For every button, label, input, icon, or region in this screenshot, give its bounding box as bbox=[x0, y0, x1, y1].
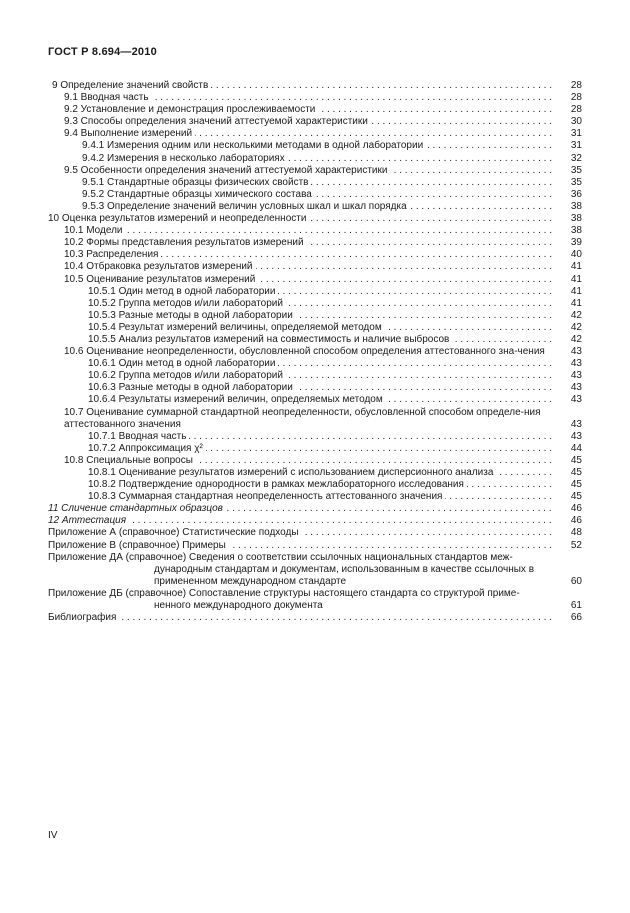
toc-entry-page: 36 bbox=[554, 189, 582, 201]
page-header bbox=[48, 46, 157, 58]
toc-entry-title bbox=[52, 80, 582, 92]
toc-entry-page: 38 bbox=[554, 225, 582, 237]
toc-entry-title bbox=[82, 140, 582, 152]
toc-entry-text: 10.5 Оценивание результатов измерений bbox=[64, 274, 258, 285]
toc-entry[interactable] bbox=[48, 80, 582, 92]
toc-entry-page: 43 bbox=[554, 370, 582, 382]
toc-entry-title bbox=[88, 382, 582, 394]
toc-entry-text: 10.8.3 Суммарная стандартная неопределенность аттестованного значения bbox=[88, 491, 445, 502]
toc-entry-page: 38 bbox=[554, 201, 582, 213]
toc-entry-text: 12 Аттестация bbox=[48, 515, 129, 526]
toc-entry[interactable] bbox=[48, 177, 582, 189]
toc-entry[interactable] bbox=[48, 128, 582, 140]
toc-entry[interactable] bbox=[48, 201, 582, 213]
toc-entry-title bbox=[88, 443, 582, 455]
toc-entry[interactable] bbox=[48, 370, 582, 382]
toc-entry-title bbox=[82, 153, 582, 165]
toc-entry[interactable] bbox=[48, 346, 582, 358]
toc-entry-page: 61 bbox=[554, 600, 582, 612]
toc-entry[interactable] bbox=[48, 515, 582, 527]
toc-entry[interactable] bbox=[48, 274, 582, 286]
toc-entry-page: 35 bbox=[554, 177, 582, 189]
toc-entry-title bbox=[64, 249, 582, 261]
toc-entry-text: 10.1 Модели bbox=[64, 225, 126, 236]
toc-entry[interactable] bbox=[48, 479, 582, 491]
toc-entry-page: 42 bbox=[554, 310, 582, 322]
page-number: IV bbox=[48, 830, 58, 841]
toc-entry-title bbox=[88, 467, 582, 479]
toc-entry-title bbox=[64, 455, 582, 467]
toc-entry-text: Приложение ДА (справочное) Сведения о соответствии ссылочных национальных стандартов меж-дународным стандартам и документам, использованным в качестве ссылочных в примененном международном стандарте bbox=[48, 551, 535, 587]
toc-entry-title bbox=[48, 515, 582, 527]
toc-entry-text: 10.5.2 Группа методов и/или лабораторий bbox=[88, 298, 286, 309]
toc-entry-page: 38 bbox=[554, 213, 582, 225]
toc-entry[interactable] bbox=[48, 189, 582, 201]
toc-entry-title bbox=[88, 479, 582, 491]
toc-entry-page: 31 bbox=[554, 140, 582, 152]
toc-entry-page: 48 bbox=[554, 527, 582, 539]
toc-entry-page: 32 bbox=[554, 153, 582, 165]
page-footer bbox=[48, 830, 57, 841]
toc-entry[interactable] bbox=[48, 540, 582, 552]
toc-entry-title bbox=[64, 346, 582, 358]
toc-entry-page: 31 bbox=[554, 128, 582, 140]
toc-entry-page: 41 bbox=[554, 274, 582, 286]
toc-entry-title bbox=[64, 407, 582, 431]
toc-entry-text: 9.5.1 Стандартные образцы физических свойств bbox=[82, 177, 311, 188]
toc-entry[interactable] bbox=[48, 443, 582, 455]
toc-entry[interactable] bbox=[48, 237, 582, 249]
toc-entry-text: 9.1 Вводная часть bbox=[64, 92, 152, 103]
toc-entry[interactable] bbox=[48, 394, 582, 406]
toc-entry-text: 10.6.3 Разные методы в одной лаборатории bbox=[88, 382, 296, 393]
toc-entry[interactable] bbox=[48, 322, 582, 334]
toc-entry-title bbox=[88, 491, 582, 503]
toc-entry-title bbox=[64, 128, 582, 140]
toc-entry-title bbox=[64, 225, 582, 237]
toc-entry[interactable] bbox=[48, 165, 582, 177]
toc-entry-page: 44 bbox=[554, 443, 582, 455]
toc-entry-title bbox=[48, 527, 582, 539]
toc-entry-page: 35 bbox=[554, 165, 582, 177]
toc-entry-text: 10.2 Формы представления результатов измерений bbox=[64, 237, 307, 248]
toc-entry[interactable] bbox=[48, 92, 582, 104]
toc-entry-page: 28 bbox=[554, 92, 582, 104]
document-code: ГОСТ Р 8.694—2010 bbox=[48, 46, 157, 58]
toc-entry-text: 9.4.2 Измерения в несколько лабораториях bbox=[82, 153, 288, 164]
toc-entry[interactable] bbox=[48, 225, 582, 237]
toc-entry[interactable] bbox=[48, 298, 582, 310]
toc-entry-text: 10 Оценка результатов измерений и неопределенности bbox=[48, 213, 309, 224]
toc-entry-page: 28 bbox=[554, 104, 582, 116]
toc-entry-title bbox=[48, 540, 582, 552]
toc-entry-title bbox=[82, 189, 582, 201]
toc-entry-page: 52 bbox=[554, 540, 582, 552]
toc-entry-text: 10.6.1 Один метод в одной лаборатории bbox=[88, 358, 278, 369]
toc-entry-title bbox=[88, 394, 582, 406]
toc-entry-title bbox=[88, 358, 582, 370]
toc-entry-title bbox=[88, 322, 582, 334]
toc-entry-text: 10.5.3 Разные методы в одной лаборатории bbox=[88, 310, 296, 321]
toc-entry[interactable] bbox=[48, 552, 582, 588]
toc-entry-title bbox=[64, 92, 582, 104]
toc-entry-title bbox=[82, 201, 582, 213]
toc-entry[interactable] bbox=[48, 455, 582, 467]
toc-entry-text: 10.8.1 Оценивание результатов измерений с использованием дисперсионного анализа bbox=[88, 467, 496, 478]
toc-entry[interactable] bbox=[48, 116, 582, 128]
toc-entry-page: 41 bbox=[554, 298, 582, 310]
toc-entry-page: 45 bbox=[554, 491, 582, 503]
toc-entry-title bbox=[64, 261, 582, 273]
toc-entry-page: 45 bbox=[554, 479, 582, 491]
toc-entry-text: 10.6.2 Группа методов и/или лабораторий bbox=[88, 370, 286, 381]
toc-entry-page: 66 bbox=[554, 612, 582, 624]
toc-entry-title bbox=[88, 370, 582, 382]
toc-entry[interactable] bbox=[48, 310, 582, 322]
toc-entry[interactable] bbox=[48, 140, 582, 152]
table-of-contents bbox=[48, 80, 582, 624]
toc-entry-title bbox=[64, 165, 582, 177]
toc-entry[interactable] bbox=[48, 612, 582, 624]
toc-entry-page: 46 bbox=[554, 515, 582, 527]
toc-entry[interactable] bbox=[48, 588, 582, 612]
toc-entry[interactable] bbox=[48, 431, 582, 443]
toc-entry[interactable] bbox=[48, 407, 582, 431]
toc-entry-text: Приложение А (справочное) Статистические подходы bbox=[48, 527, 302, 538]
toc-entry[interactable] bbox=[48, 467, 582, 479]
toc-entry-text: 9.5.2 Стандартные образцы химического состава bbox=[82, 189, 315, 200]
toc-entry-text: 9.3 Способы определения значений аттестуемой характеристики bbox=[64, 116, 371, 127]
toc-entry[interactable] bbox=[48, 261, 582, 273]
toc-entry-title bbox=[48, 503, 582, 515]
toc-entry-title bbox=[64, 104, 582, 116]
toc-entry-title bbox=[88, 334, 582, 346]
toc-entry[interactable] bbox=[48, 527, 582, 539]
toc-entry-page: 43 bbox=[554, 431, 582, 443]
toc-entry-page: 43 bbox=[554, 346, 582, 358]
toc-entry[interactable] bbox=[48, 249, 582, 261]
toc-entry-text: 10.5.1 Один метод в одной лаборатории bbox=[88, 286, 278, 297]
toc-entry-text: 10.7.1 Вводная часть bbox=[88, 431, 189, 442]
toc-entry-title bbox=[48, 551, 582, 588]
toc-entry-title bbox=[64, 274, 582, 286]
toc-entry-title bbox=[82, 177, 582, 189]
toc-entry-text: 10.6.4 Результаты измерений величин, определяемых методом bbox=[88, 394, 386, 405]
toc-entry-text: 10.6 Оценивание неопределенности, обусловленной способом определения аттестованного зна-чения bbox=[64, 346, 545, 358]
toc-entry-page: 39 bbox=[554, 237, 582, 249]
toc-entry-text: 9 Определение значений свойств bbox=[52, 80, 211, 91]
toc-entry-text: 10.7.2 Аппроксимация χ² bbox=[88, 443, 206, 454]
toc-entry-page: 43 bbox=[554, 419, 582, 431]
toc-entry[interactable] bbox=[48, 358, 582, 370]
toc-entry-text: 11 Сличение стандартных образцов bbox=[48, 503, 226, 514]
toc-entry-page: 43 bbox=[554, 394, 582, 406]
toc-entry-page: 42 bbox=[554, 322, 582, 334]
toc-entry-page: 30 bbox=[554, 116, 582, 128]
toc-entry-page: 45 bbox=[554, 455, 582, 467]
toc-entry-page: 42 bbox=[554, 334, 582, 346]
toc-entry-page: 46 bbox=[554, 503, 582, 515]
toc-entry-page: 43 bbox=[554, 382, 582, 394]
toc-entry[interactable] bbox=[48, 503, 582, 515]
toc-entry-text: 10.4 Отбраковка результатов измерений bbox=[64, 261, 256, 272]
toc-entry-text: Библиография bbox=[48, 612, 119, 623]
toc-entry-page: 43 bbox=[554, 358, 582, 370]
toc-entry-text: 10.8 Специальные вопросы bbox=[64, 455, 196, 466]
toc-entry-text: 10.5.4 Результат измерений величины, определяемой методом bbox=[88, 322, 385, 333]
toc-entry[interactable] bbox=[48, 213, 582, 225]
toc-entry-text: 10.8.2 Подтверждение однородности в рамках межлабораторного исследования bbox=[88, 479, 467, 490]
toc-entry-text: 10.7 Оценивание суммарной стандартной неопределенности, обусловленной способом определе-ния аттестованного значения bbox=[64, 406, 541, 430]
toc-entry-text: Приложение ДБ (справочное) Сопоставление структуры настоящего стандарта со структурой приме-ненного международного документа bbox=[48, 587, 520, 612]
toc-entry-title bbox=[88, 431, 582, 443]
toc-entry[interactable] bbox=[48, 153, 582, 165]
toc-entry-text: 9.5 Особенности определения значений аттестуемой характеристики bbox=[64, 165, 390, 176]
toc-entry[interactable] bbox=[48, 382, 582, 394]
toc-entry-page: 45 bbox=[554, 467, 582, 479]
toc-entry-title bbox=[64, 116, 582, 128]
toc-entry-title bbox=[48, 587, 582, 612]
toc-entry-text: Приложение В (справочное) Примеры bbox=[48, 540, 229, 551]
toc-entry-title bbox=[48, 213, 582, 225]
toc-entry-title bbox=[88, 286, 582, 298]
toc-entry-page: 28 bbox=[554, 80, 582, 92]
toc-entry-page: 40 bbox=[554, 249, 582, 261]
toc-entry-page: 60 bbox=[554, 576, 582, 588]
toc-entry-title bbox=[88, 298, 582, 310]
toc-entry-text: 9.5.3 Определение значений величин условных шкал и шкал порядка bbox=[82, 201, 410, 212]
toc-entry[interactable] bbox=[48, 334, 582, 346]
toc-entry-title bbox=[64, 237, 582, 249]
toc-entry-text: 9.4 Выполнение измерений bbox=[64, 128, 195, 139]
toc-entry-text: 9.2 Установление и демонстрация прослеживаемости bbox=[64, 104, 318, 115]
toc-entry-page: 41 bbox=[554, 286, 582, 298]
toc-entry[interactable] bbox=[48, 491, 582, 503]
toc-entry-text: 9.4.1 Измерения одним или несколькими методами в одной лаборатории bbox=[82, 140, 426, 151]
toc-entry[interactable] bbox=[48, 286, 582, 298]
toc-entry-page: 41 bbox=[554, 261, 582, 273]
toc-entry-text: 10.3 Распределения bbox=[64, 249, 161, 260]
toc-entry-title bbox=[88, 310, 582, 322]
toc-entry-title bbox=[48, 612, 582, 624]
toc-entry[interactable] bbox=[48, 104, 582, 116]
toc-entry-text: 10.5.5 Анализ результатов измерений на совместимость и наличие выбросов bbox=[88, 334, 452, 345]
